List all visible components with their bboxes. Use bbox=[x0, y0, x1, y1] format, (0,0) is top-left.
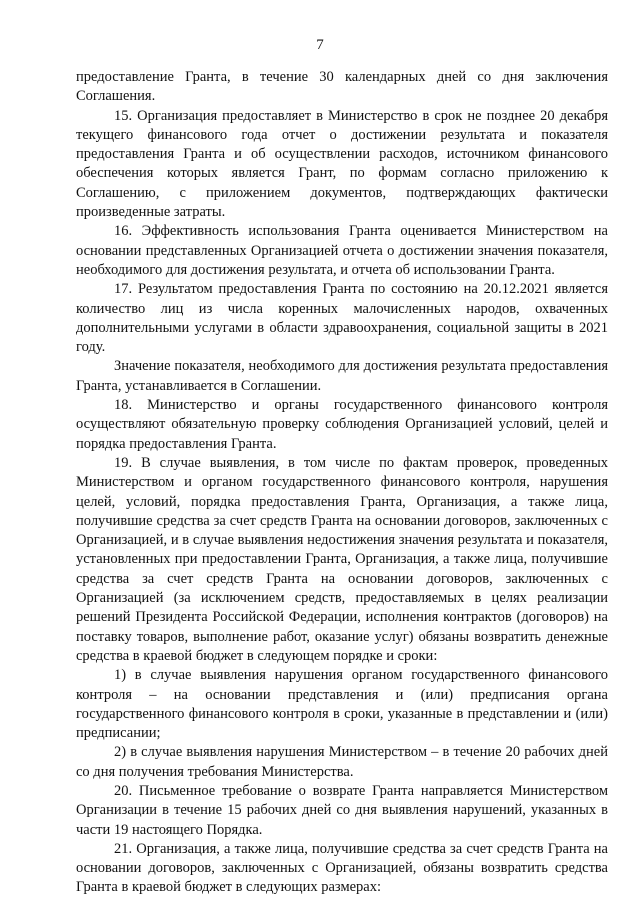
paragraph-18: 18. Министерство и органы государственного финансового контроля осуществляют обязательную проверку соблюдения Организацией условий, целей и порядка предоставления Гранта. bbox=[76, 397, 608, 452]
page-number: 7 bbox=[316, 37, 324, 53]
paragraph-19-item-2: 2) в случае выявления нарушения Министерством – в течение 20 рабочих дней со дня получения требования Министерства. bbox=[76, 744, 608, 780]
paragraph-17: 17. Результатом предоставления Гранта по состоянию на 20.12.2021 является количество лиц из числа коренных малочисленных народов, охваченных дополнительными услугами в области здравоохранения, социальной защиты в 2021 году. bbox=[76, 281, 608, 356]
paragraph-17-value: Значение показателя, необходимого для достижения результата предоставления Гранта, устанавливается в Соглашении. bbox=[76, 358, 608, 394]
paragraph-19-item-1: 1) в случае выявления нарушения органом государственного финансового контроля – на основании представления и (или) предписания органа государственного финансового контроля в сроки, указанные в представлении и (или) предписании; bbox=[76, 667, 608, 742]
paragraph-15: 15. Организация предоставляет в Министерство в срок не позднее 20 декабря текущего финансового года отчет о достижении результата и показателя предоставления Гранта и об осуществлении расходов, источником финансового обеспечения которых является Грант, по формам согласно приложению к Соглашению, с приложением документов, подтверждающих фактически произведенные затраты. bbox=[76, 107, 608, 221]
document-body bbox=[76, 68, 608, 898]
paragraph-16: 16. Эффективность использования Гранта оценивается Министерством на основании представленных Организацией отчета о достижении значения показателя, необходимого для достижения результата, и отчета об использовании Гранта. bbox=[76, 223, 608, 278]
paragraph-19: 19. В случае выявления, в том числе по фактам проверок, проведенных Министерством и органом государственного финансового контроля, нарушения целей, условий, порядка предоставления Гранта, Организация, а также лица, получившие средства за счет средств Гранта на основании договоров, заключенных с Организацией, и в случае выявления недостижения значения результата и показателя, установленных при предоставлении Гранта, Организация, а также лица, получившие средства за счет средств Гранта на основании договоров, заключенных с Организацией (за исключением средств, предоставляемых в целях реализации решений Президента Российской Федерации, исполнения контрактов (договоров) на поставку товаров, выполнение работ, оказание услуг) обязаны возвратить денежные средства в краевой бюджет в следующем порядке и сроки: bbox=[76, 454, 608, 664]
paragraph-continuation: предоставление Гранта, в течение 30 календарных дней со дня заключения Соглашения. bbox=[76, 69, 608, 105]
paragraph-21: 21. Организация, а также лица, получившие средства за счет средств Гранта на основании договоров, заключенных с Организацией, обязаны возвратить средства Гранта в краевой бюджет в следующих размерах: bbox=[76, 840, 608, 896]
paragraph-20: 20. Письменное требование о возврате Гранта направляется Министерством Организации в течение 15 рабочих дней со дня выявления нарушений, указанных в части 19 настоящего Порядка. bbox=[76, 782, 608, 838]
